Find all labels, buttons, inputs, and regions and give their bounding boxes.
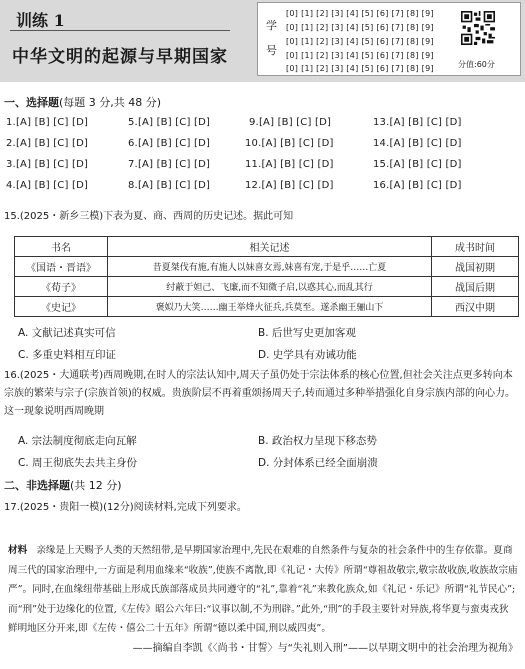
answer-item[interactable]: 2.[A] [B] [C] [D] [6, 138, 89, 149]
section-heading-choice [4, 94, 161, 110]
id-bubble-row[interactable]: [0] [1] [2] [3] [4] [5] [6] [7] [8] [9] [286, 51, 434, 60]
option-c[interactable]: C. 周王彻底失去共主身份 [18, 457, 138, 469]
table-header-cell: 相关记述 [108, 237, 432, 257]
material-source: ——摘编自李凯《〈尚书・甘誓〉与“失礼则入刑”——以早期文明中的社会治理为视角》 [132, 643, 518, 654]
id-bubble-row[interactable]: [0] [1] [2] [3] [4] [5] [6] [7] [8] [9] [286, 37, 434, 46]
section-note: (共 12 分) [70, 479, 122, 492]
student-id-box [257, 2, 521, 76]
history-table [14, 236, 519, 317]
score-value: 分值:60分 [458, 60, 495, 69]
table-cell: 纣蔽于妲己、飞廉,而不知微子启,以惑其心,而乱其行 [108, 277, 432, 297]
answer-item[interactable]: 8.[A] [B] [C] [D] [128, 180, 211, 191]
table-header-cell: 书名 [15, 237, 108, 257]
option-b[interactable]: B. 后世写史更加客观 [258, 327, 356, 339]
table-header-cell: 成书时间 [432, 237, 519, 257]
id-bubble-row[interactable]: [0] [1] [2] [3] [4] [5] [6] [7] [8] [9] [286, 64, 434, 73]
material-label: 材料 [8, 545, 28, 556]
option-a[interactable]: A. 文献记述真实可信 [18, 327, 116, 339]
answer-item[interactable]: 6.[A] [B] [C] [D] [128, 138, 211, 149]
option-d[interactable]: D. 史学具有劝诫功能 [258, 349, 357, 361]
page-title: 中华文明的起源与早期国家 [12, 47, 228, 67]
material-text: 亲缘是上天赐予人类的天然纽带,是早期国家治理中,先民在艰难的自然条件与复杂的社会条件中的生存依靠。夏商周三代的国家治理中,一方面是利用血缘来“收族”,使族不离散,即《礼记・大传》所谓“尊祖故敬宗,敬宗故收族,收族故宗庙严”。同时,在血缘纽带基础上形成氏族部落成员共同遵守的“礼”,靠着“礼”来教化族众,如《礼记・乐记》所谓“礼节民心”;而“刑”处于边缘化的位置,《左传》昭公六年曰:“议事以制,不为刑辟。”此外,“刑”的手段主要针对异族,将华夏与蛮夷戎狄鲜明地区分开来,即《左传・僖公二十五年》所谓“德以柔中国,刑以威四夷”。 [8, 545, 518, 634]
answer-item[interactable]: 1.[A] [B] [C] [D] [6, 117, 89, 128]
question-16-stem: 16.(2025・大通联考)西周晚期,在时人的宗法认知中,周天子虽仍处于宗法体系的核心位置,但社会关注点更多转向本宗族的繁荣与宗子(宗族首领)的权威。贵族阶层不再着重颂扬周天子,转而通过多种举措强化自身宗族内部的向心力。这一现象说明西周晚期 [4, 370, 515, 417]
table-cell: 《史记》 [15, 297, 108, 317]
answer-item[interactable]: 15.[A] [B] [C] [D] [373, 159, 462, 170]
table-cell: 《国语・晋语》 [15, 257, 108, 277]
answer-item[interactable]: 9.[A] [B] [C] [D] [249, 117, 332, 128]
section-heading-non-choice [4, 477, 122, 493]
section-title: 二、非选择题 [4, 479, 70, 492]
unit-underline [10, 30, 230, 31]
table-cell: 战国初期 [432, 257, 519, 277]
option-a[interactable]: A. 宗法制度彻底走向瓦解 [18, 435, 137, 447]
answer-item[interactable]: 13.[A] [B] [C] [D] [373, 117, 462, 128]
answer-item[interactable]: 12.[A] [B] [C] [D] [245, 180, 334, 191]
table-cell: 褒姒乃大笑……幽王举烽火征兵,兵莫至。遂杀幽王骊山下 [108, 297, 432, 317]
answer-item[interactable]: 3.[A] [B] [C] [D] [6, 159, 89, 170]
table-cell: 战国后期 [432, 277, 519, 297]
table-row [15, 277, 519, 297]
material-passage [8, 541, 518, 639]
option-d[interactable]: D. 分封体系已经全面崩溃 [258, 457, 378, 469]
table-cell: 《荀子》 [15, 277, 108, 297]
table-cell: 昔夏桀伐有施,有施人以妹喜女焉,妹喜有宠,于是乎……亡夏 [108, 257, 432, 277]
header-banner [0, 0, 525, 82]
answer-item[interactable]: 14.[A] [B] [C] [D] [373, 138, 462, 149]
section-title: 一、选择题 [4, 96, 59, 109]
answer-item[interactable]: 16.[A] [B] [C] [D] [373, 180, 462, 191]
question-15-stem: 15.(2025・新乡三模)下表为夏、商、西周的历史记述。据此可知 [4, 211, 294, 222]
table-row [15, 257, 519, 277]
qr-code-icon [461, 11, 495, 45]
table-header-row [15, 237, 519, 257]
id-bubble-row[interactable]: [0] [1] [2] [3] [4] [5] [6] [7] [8] [9] [286, 9, 434, 18]
student-id-label: 学号 [266, 19, 277, 57]
answer-item[interactable]: 7.[A] [B] [C] [D] [128, 159, 211, 170]
table-cell: 西汉中期 [432, 297, 519, 317]
id-bubble-row[interactable]: [0] [1] [2] [3] [4] [5] [6] [7] [8] [9] [286, 23, 434, 32]
answer-item[interactable]: 11.[A] [B] [C] [D] [245, 159, 334, 170]
section-note: (每题 3 分,共 48 分) [59, 96, 162, 109]
answer-item[interactable]: 10.[A] [B] [C] [D] [245, 138, 334, 149]
option-b[interactable]: B. 政治权力呈现下移态势 [258, 435, 377, 447]
answer-item[interactable]: 4.[A] [B] [C] [D] [6, 180, 89, 191]
unit-label: 训练 1 [16, 11, 65, 30]
table-row [15, 297, 519, 317]
option-c[interactable]: C. 多重史料相互印证 [18, 349, 117, 361]
answer-item[interactable]: 5.[A] [B] [C] [D] [128, 117, 211, 128]
question-17-stem: 17.(2025・贵阳一模)(12分)阅读材料,完成下列要求。 [4, 502, 247, 513]
